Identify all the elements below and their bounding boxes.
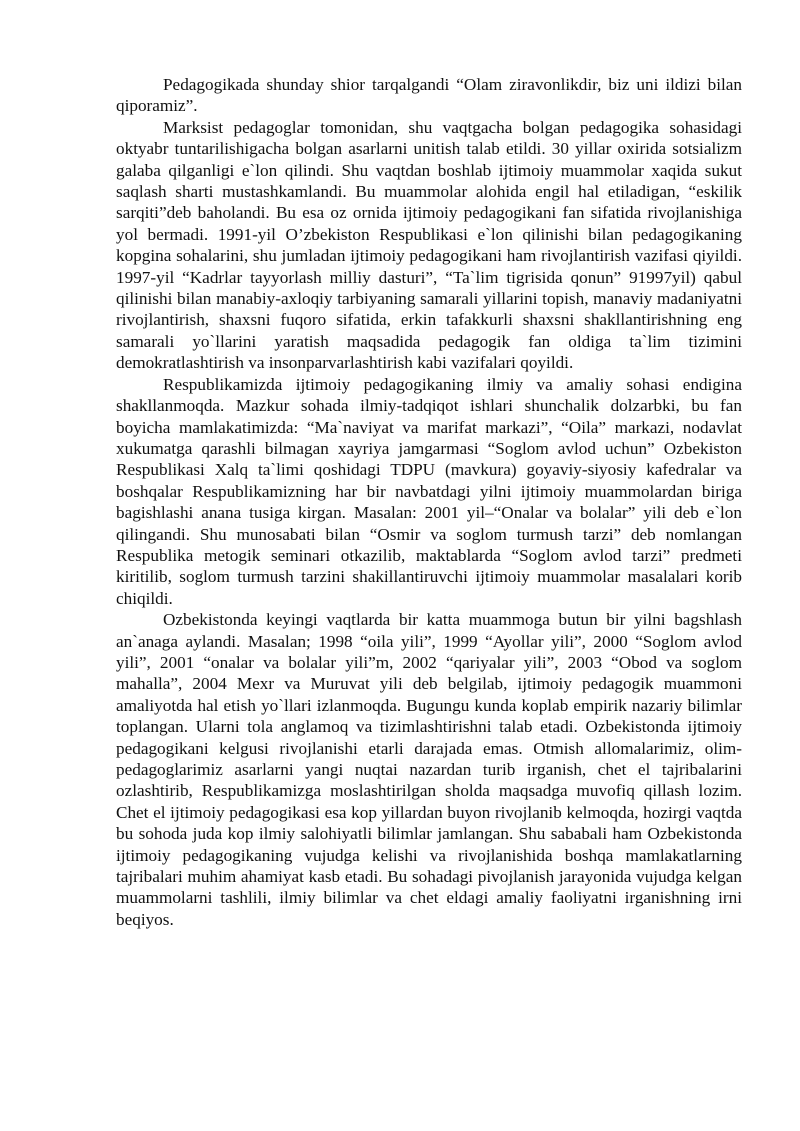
paragraph-intro: Pedagogikada shunday shior tarqalgandi “Olam ziravonlikdir, biz uni ildizi bilan qiporamiz”. <box>116 75 742 116</box>
document-page <box>116 74 742 930</box>
paragraph-marxist-pedagogy: Marksist pedagoglar tomonidan, shu vaqtgacha bolgan pedagogika sohasidagi oktyabr tuntarilishigacha bolgan asarlarni unitish talab etildi. 30 yillar oxirida sotsializm galaba qilganligi e`lon qilindi. Shu vaqtdan boshlab ijtimoiy muammolar xaqida sukut saqlash sharti mustashkamlandi. Bu muammolar alohida engil hal etiladigan, “eskilik sarqiti”deb baholandi. Bu esa oz ornida ijtimoiy pedagogikani fan sifatida rivojlanishiga yol bermadi. 1991-yil O’zbekiston Respublikasi e`lon qilinishi bilan pedagogikaning kopgina sohalarini, shu jumladan ijtimoiy pedagogikani ham rivojlantirish vazifasi qiyildi. 1997-yil “Kadrlar tayyorlash milliy dasturi”, “Ta`lim tigrisida qonun” 91997yil) qabul qilinishi bilan manabiy-axloqiy tarbiyaning samarali yillarini topish, manaviy madaniyatni rivojlantirish, shaxsni fuqoro sifatida, erkin tafakkurli shaxsni shakllantirishning eng samarali yo`llarini yaratish maqsadida pedagogik fan oldiga ta`lim tizimini demokratlashtirish va insonparvarlashtirish kabi vazifalari qoyildi. <box>116 117 742 373</box>
paragraph-uzbekistan-years: Ozbekistonda keyingi vaqtlarda bir katta muammoga butun bir yilni bagshlash an`anaga aylandi. Masalan; 1998 “oila yili”, 1999 “Ayollar yili”, 2000 “Soglom avlod yili”, 2001 “onalar va bolalar yili”m, 2002 “qariyalar yili”, 2003 “Obod va soglom mahalla”, 2004 Mexr va Muruvat yili deb belgilab, ijtimoiy pedagogik muammoni amaliyotda hal etish yo`llari izlanmoqda. Bugungu kunda koplab empirik nazariy bilimlar toplangan. Ularni tola anglamoq va tizimlashtirishni talab etadi. Ozbekistonda ijtimoiy pedagogikani kelgusi rivojlanishi etarli darajada emas. Otmish allomalarimiz, olim-pedagoglarimiz asarlarni yangi nuqtai nazardan turib irganish, chet el tajribalarini ozlashtirib, Respublikamizga moslashtirilgan sholda maqsadga muvofiq qillash lozim. Chet el ijtimoiy pedagogikasi esa kop yillardan buyon rivojlanib kelmoqda, hozirgi vaqtda bu sohoda juda kop ilmiy salohiyatli bilimlar jamlangan. Shu sababali ham Ozbekistonda ijtimoiy pedagogikaning vujudga kelishi va rivojlanishida boshqa mamlakatlarning tajribalari muhim ahamiyat kasb etadi. Bu sohadagi pivojlanish jarayonida vujudga kelgan muammolarni tashlili, ilmiy bilimlar va chet eldagi amaliy faoliyatni irganishning irni beqiyos. <box>116 610 742 929</box>
paragraph-republic-social-pedagogy: Respublikamizda ijtimoiy pedagogikaning ilmiy va amaliy sohasi endigina shakllanmoqda. Mazkur sohada ilmiy-tadqiqot ishlari shunchalik dolzarbki, bu fan boyicha mamlakatimizda: “Ma`naviyat va marifat markazi”, “Oila” markazi, nodavlat xukumatga qarashli bilmagan xayriya jamgarmasi “Soglom avlod uchun” Ozbekiston Respublikasi Xalq ta`limi qoshidagi TDPU (mavkura) goyaviy-siyosiy kafedralar va boshqalar Respublikamizning har bir navbatdagi yilni ijtimoiy muammolardan biriga bagishlashi anana tusiga kirgan. Masalan: 2001 yil–“Onalar va bolalar” yili deb e`lon qilingandi. Shu munosabati bilan “Osmir va soglom turmush tarzi” deb nomlangan Respublika metogik seminari otkazilib, maktablarda “Soglom avlod tarzi” predmeti kiritilib, soglom turmush tarzini shakillantiruvchi ijtimoiy muammolar masalalari korib chiqildi. <box>116 374 742 608</box>
